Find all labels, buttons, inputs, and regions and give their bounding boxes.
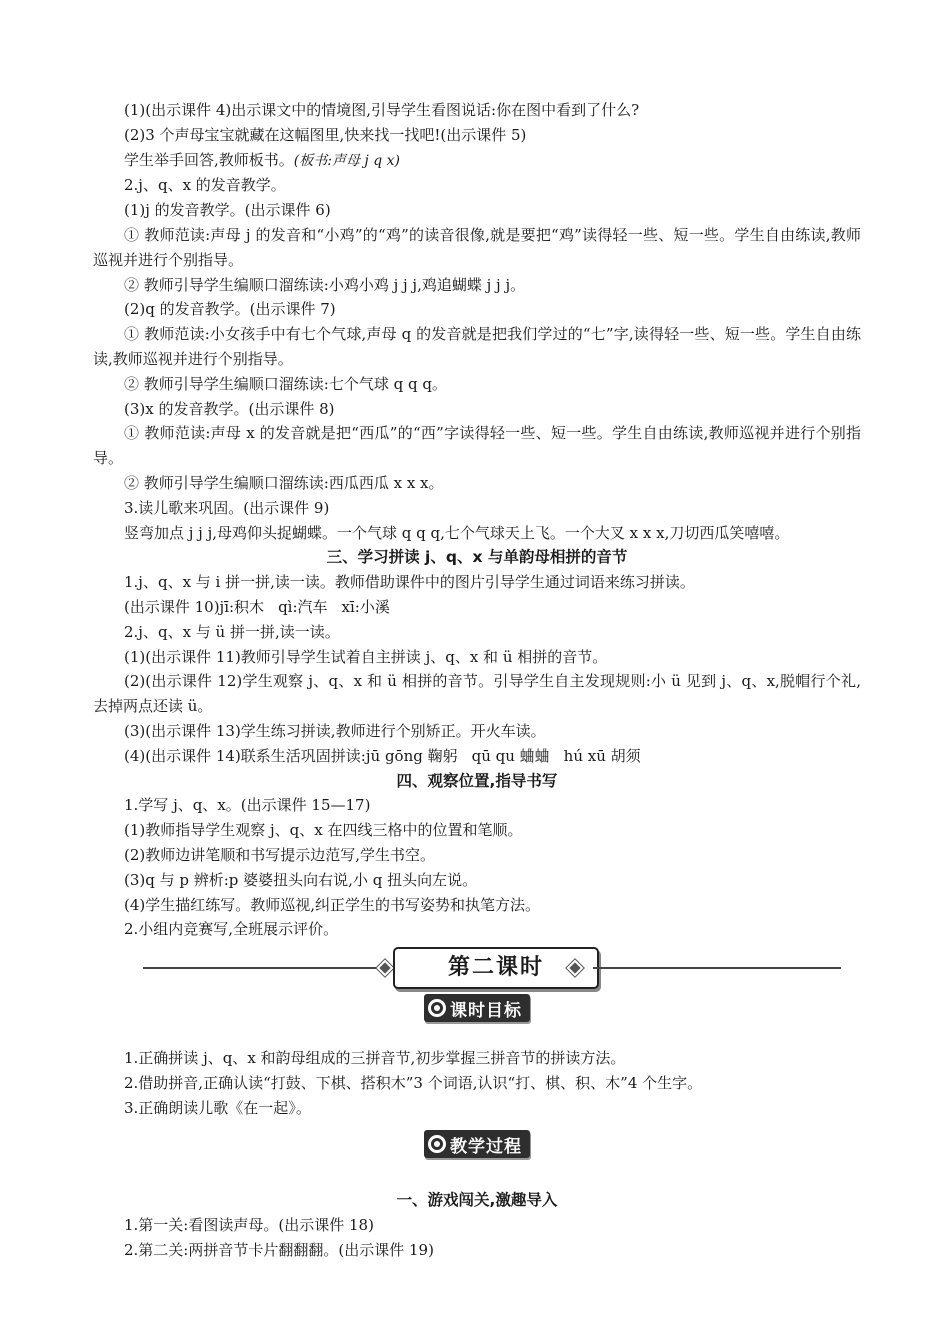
diamond-icon [377, 960, 394, 977]
document-page [93, 98, 861, 1263]
text-line: 竖弯加点 j j j,母鸡仰头捉蝴蝶。一个气球 q q q,七个气球天上飞。一个大叉 x x x,刀切西瓜笑嘻嘻。 [124, 523, 790, 542]
goal-item: 1.正确拼读 j、q、x 和韵母组成的三拼音节,初步掌握三拼音节的拼读方法。 [124, 1049, 626, 1068]
process-badge-wrap [93, 1130, 861, 1170]
text-line: 2.第二关:两拼音节卡片翻翻翻。(出示课件 19) [124, 1241, 434, 1260]
lesson-title: 第二课时 [393, 947, 599, 989]
divider-rule [143, 967, 383, 969]
text-span: xī:小溪 [341, 597, 390, 616]
text-span: 学生举手回答,教师板书。 [124, 150, 294, 169]
text-span: qū qu 蛐蛐 [471, 746, 550, 765]
text-span: (4)(出示课件 14)联系生活巩固拼读:jū gōng 鞠躬 [124, 746, 458, 765]
badge-label: 教学过程 [450, 1136, 522, 1157]
process-badge [424, 1130, 530, 1158]
section-heading: 三、学习拼读 j、q、x 与单韵母相拼的音节 [326, 548, 628, 567]
text-line [93, 148, 861, 174]
text-line: 2.j、q、x 的发音教学。 [124, 176, 286, 195]
text-line: (1)j 的发音教学。(出示课件 6) [124, 201, 331, 220]
text-line: (3)(出示课件 13)学生练习拼读,教师进行个别矫正。开火车读。 [124, 721, 546, 740]
text-line: (2)q 的发音教学。(出示课件 7) [124, 300, 336, 319]
text-line: 2.j、q、x 与 ü 拼一拼,读一读。 [124, 622, 340, 641]
text-line: 2.小组内竞赛写,全班展示评价。 [124, 920, 339, 939]
text-line: ② 教师引导学生编顺口溜练读:七个气球 q q q。 [124, 374, 447, 393]
text-line: (1)(出示课件 4)出示课文中的情境图,引导学生看图说话:你在图中看到了什么? [124, 101, 640, 119]
goal-item: 3.正确朗读儿歌《在一起》。 [124, 1098, 311, 1117]
goals-badge [424, 994, 530, 1022]
target-icon [428, 999, 446, 1017]
text-paragraph: ① 教师范读:小女孩手中有七个气球,声母 q 的发音就是把我们学过的“七”字,读得轻一些、短一些。学生自由练读,教师巡视并进行个别指导。 [93, 325, 861, 368]
text-line: (2)教师边讲笔顺和书写提示边范写,学生书空。 [124, 845, 436, 864]
section-heading: 四、观察位置,指导书写 [396, 771, 558, 790]
goal-item: 2.借助拼音,正确认读“打鼓、下棋、搭积木”3 个词语,认识“打、棋、积、木”4 个生字。 [124, 1073, 703, 1092]
text-line [93, 744, 861, 769]
text-line: 1.第一关:看图读声母。(出示课件 18) [124, 1216, 374, 1235]
text-line: (2)3 个声母宝宝就藏在这幅图里,快来找一找吧!(出示课件 5) [124, 125, 527, 144]
divider-rule [593, 967, 841, 969]
section-heading: 一、游戏闯关,激趣导入 [396, 1191, 558, 1210]
text-span: qì:汽车 [278, 597, 328, 616]
text-line: (1)教师指导学生观察 j、q、x 在四线三格中的位置和笔顺。 [124, 821, 523, 840]
board-note: (板书:声母 j q x) [293, 152, 400, 169]
text-line: ② 教师引导学生编顺口溜练读:小鸡小鸡 j j j,鸡追蝴蝶 j j j。 [124, 275, 526, 294]
text-line: (3)q 与 p 辨析:p 婆婆扭头向右说,小 q 扭头向左说。 [124, 870, 478, 889]
text-line: 3.读儿歌来巩固。(出示课件 9) [124, 498, 330, 517]
text-line: ② 教师引导学生编顺口溜练读:西瓜西瓜 x x x。 [124, 473, 444, 492]
text-span: hú xū 胡须 [563, 746, 641, 765]
text-span: (出示课件 10)jī:积木 [124, 597, 265, 616]
goals-badge-wrap [93, 994, 861, 1034]
text-line: (4)学生描红练写。教师巡视,纠正学生的书写姿势和执笔方法。 [124, 895, 541, 914]
badge-label: 课时目标 [450, 1000, 522, 1021]
text-paragraph: ① 教师范读:声母 x 的发音就是把“西瓜”的“西”字读得轻一些、短一些。学生自由练读,教师巡视并进行个别指导。 [93, 424, 861, 468]
text-line: (1)(出示课件 11)教师引导学生试着自主拼读 j、q、x 和 ü 相拼的音节。 [124, 647, 608, 666]
lesson-divider [93, 944, 861, 992]
target-icon [428, 1135, 446, 1153]
text-paragraph: ① 教师范读:声母 j 的发音和“小鸡”的“鸡”的读音很像,就是要把“鸡”读得轻一些、短一些。学生自由练读,教师巡视并进行个别指导。 [93, 225, 861, 269]
text-paragraph: (2)(出示课件 12)学生观察 j、q、x 和 ü 相拼的音节。引导学生自主发现规则:小 ü 见到 j、q、x,脱帽行个礼,去掉两点还读 ü。 [93, 672, 861, 716]
text-line: 1.j、q、x 与 i 拼一拼,读一读。教师借助课件中的图片引导学生通过词语来练习拼读。 [124, 573, 695, 592]
text-line: 1.学写 j、q、x。(出示课件 15—17) [124, 796, 371, 815]
text-line: (3)x 的发音教学。(出示课件 8) [124, 399, 335, 418]
text-line [93, 595, 861, 620]
